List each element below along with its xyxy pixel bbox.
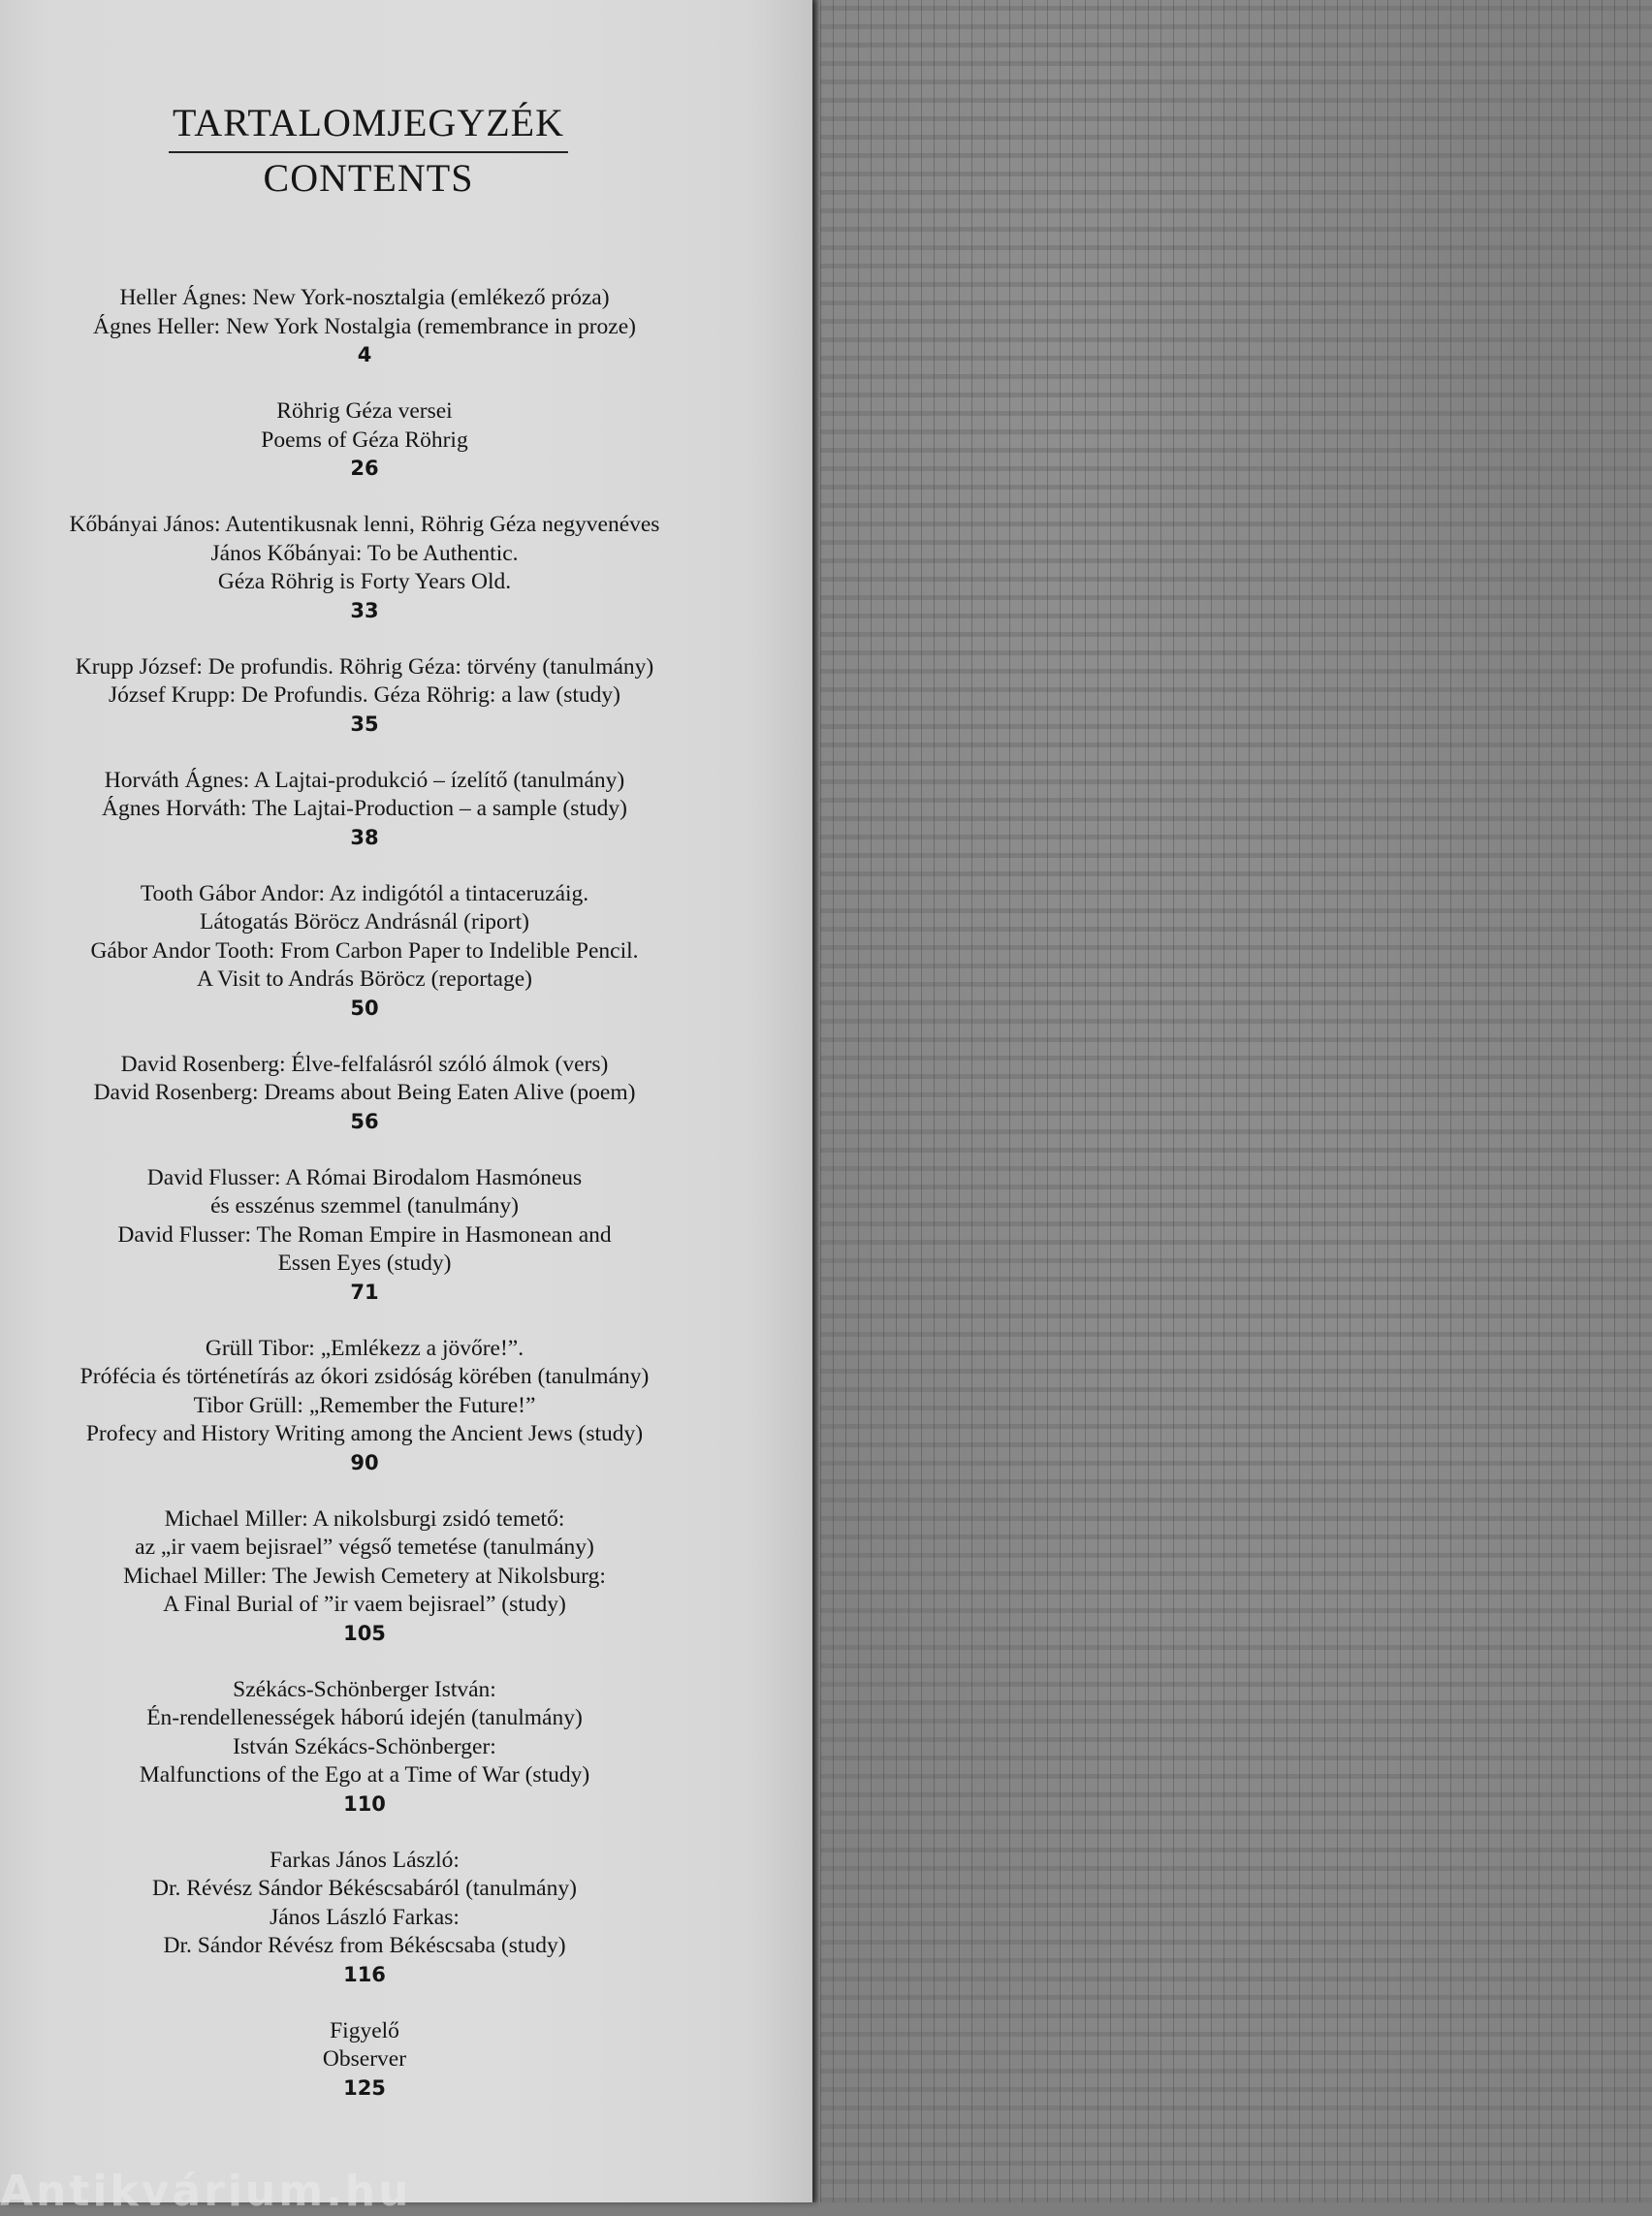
toc-entry-line: David Flusser: The Roman Empire in Hasmonean and (117, 1221, 612, 1248)
toc-entry-line: és esszénus szemmel (tanulmány) (210, 1193, 519, 1219)
toc-entry-line: Michael Miller: A nikolsburgi zsidó temető: (164, 1505, 565, 1532)
toc-entry-line: Látogatás Böröcz Andrásnál (riport) (200, 909, 529, 934)
toc-page-number: 110 (343, 1791, 386, 1816)
toc-entry-line: David Flusser: A Római Birodalom Hasmóneus (146, 1164, 583, 1190)
toc-entry-line: Krupp József: De profundis. Röhrig Géza: törvény (tanulmány) (75, 653, 654, 680)
toc-page-number: 50 (350, 996, 379, 1020)
toc-entry-line: A Final Burial of ”ir vaem bejisrael” (study) (163, 1592, 566, 1617)
toc-page-number: 125 (343, 2075, 386, 2100)
toc-entry-line: Observer (322, 2046, 407, 2072)
heading-hungarian: TARTALOMJEGYZÉK (169, 97, 568, 153)
toc-page-number: 4 (357, 343, 372, 366)
toc-entry-line: István Székács-Schönberger: (233, 1733, 496, 1759)
toc-entry-line: Én-rendellenességek háború idején (tanulmány) (146, 1705, 583, 1730)
toc-entry-line: Heller Ágnes: New York-nosztalgia (emlékező próza) (119, 285, 610, 310)
toc-entry-line: Profecy and History Writing among the Ancient Jews (study) (85, 1421, 644, 1446)
toc-entry (0, 653, 729, 739)
toc-entry-line: Gábor Andor Tooth: From Carbon Paper to Indelible Pencil. (90, 937, 639, 964)
toc-page-number: 90 (350, 1450, 379, 1474)
toc-page-number: 105 (343, 1621, 386, 1645)
toc-entry-line: az „ir vaem bejisrael” végső temetése (tanulmány) (135, 1535, 594, 1560)
toc-entry-line: Ágnes Horváth: The Lajtai-Production – a sample (study) (102, 796, 627, 821)
toc-entry-line: David Rosenberg: Dreams about Being Eaten Alive (poem) (93, 1080, 636, 1105)
toc-entry-line: Ágnes Heller: New York Nostalgia (remembrance in proze) (93, 313, 636, 339)
toc-entry (0, 1335, 729, 1477)
toc-entry (0, 397, 729, 483)
toc-entry (0, 511, 729, 625)
toc-entry-line: Géza Röhrig is Forty Years Old. (217, 569, 512, 594)
toc-entry-line: János László Farkas: (270, 1904, 460, 1930)
page-binding-gap (812, 0, 820, 2202)
toc-page-number: 56 (350, 1109, 379, 1133)
toc-entry-line: Dr. Sándor Révész from Békéscsaba (study) (163, 1933, 566, 1958)
toc-page-number: 116 (343, 1962, 386, 1986)
toc-entry-line: Farkas János László: (270, 1847, 460, 1873)
toc-entry (0, 1164, 729, 1307)
toc-entry (0, 1505, 729, 1648)
toc-entry-line: Michael Miller: The Jewish Cemetery at Nikolsburg: (123, 1563, 606, 1589)
table-of-contents (0, 284, 729, 2131)
watermark: Antikvárium.hu (0, 2167, 412, 2216)
toc-entry-line: Poems of Géza Röhrig (261, 427, 468, 453)
toc-entry-line: A Visit to András Böröcz (reportage) (196, 966, 532, 992)
toc-entry-line: Figyelő (330, 2017, 399, 2043)
toc-page-number: 38 (350, 825, 379, 849)
toc-entry-line: Essen Eyes (study) (277, 1250, 452, 1276)
toc-entry (0, 284, 729, 369)
toc-page-number: 35 (350, 712, 379, 736)
toc-entry (0, 2017, 729, 2103)
toc-entry-line: Malfunctions of the Ego at a Time of War (study) (139, 1762, 590, 1788)
toc-entry-line: Tooth Gábor Andor: Az indigótól a tintaceruzáig. (140, 880, 589, 906)
toc-page-number: 71 (350, 1280, 379, 1304)
toc-entry-line: Prófécia és történetírás az ókori zsidóság körében (tanulmány) (79, 1364, 650, 1389)
toc-entry-line: David Rosenberg: Élve-felfalásról szóló álmok (vers) (120, 1051, 609, 1077)
back-cover-surface (820, 0, 1652, 2202)
toc-entry-line: Székács-Schönberger István: (233, 1676, 496, 1702)
toc-entry (0, 1676, 729, 1819)
page-heading (0, 97, 737, 204)
toc-entry (0, 767, 729, 852)
toc-entry (0, 1051, 729, 1136)
toc-entry-line: Röhrig Géza versei (276, 398, 453, 424)
toc-entry-line: János Kőbányai: To be Authentic. (210, 540, 519, 566)
toc-entry (0, 1847, 729, 1989)
contents-page (0, 0, 812, 2202)
toc-entry-line: Horváth Ágnes: A Lajtai-produkció – ízelítő (tanulmány) (104, 767, 625, 793)
toc-entry-line: Kőbányai János: Autentikusnak lenni, Röhrig Géza negyvenéves (69, 512, 660, 537)
heading-english: CONTENTS (263, 156, 474, 200)
toc-entry (0, 880, 729, 1023)
toc-entry-line: Dr. Révész Sándor Békéscsabáról (tanulmány) (152, 1876, 577, 1901)
toc-page-number: 26 (350, 457, 379, 480)
toc-entry-line: Tibor Grüll: „Remember the Future!” (193, 1392, 536, 1418)
toc-entry-line: József Krupp: De Profundis. Géza Röhrig: a law (study) (109, 682, 620, 708)
toc-entry-line: Grüll Tibor: „Emlékezz a jövőre!”. (205, 1335, 524, 1361)
toc-page-number: 33 (350, 598, 379, 622)
